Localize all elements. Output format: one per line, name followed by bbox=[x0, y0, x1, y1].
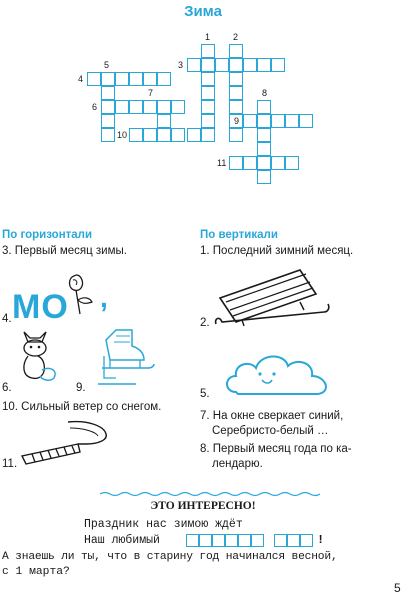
skates-icon bbox=[96, 326, 158, 392]
crossword-number-6: 6 bbox=[92, 102, 98, 112]
vertical-heading: По вертикали bbox=[200, 229, 278, 241]
crossword-number-7: 7 bbox=[148, 88, 154, 98]
clue-9: 9. bbox=[76, 382, 86, 394]
page-number: 5 bbox=[394, 581, 401, 595]
clue-8-line2: лендарю. bbox=[212, 458, 263, 470]
horizontal-heading: По горизонтали bbox=[2, 229, 93, 241]
crossword-number-5: 5 bbox=[104, 60, 110, 70]
clue-8-line1: 8. Первый месяц года по ка- bbox=[200, 443, 352, 455]
clue-5: 5. bbox=[200, 388, 210, 400]
clue-4-number: 4. bbox=[2, 313, 12, 325]
page-title: Зима bbox=[184, 3, 222, 20]
clue-4-mo-text: МО bbox=[12, 288, 69, 326]
poem-line-2: Наш любимый bbox=[84, 534, 160, 547]
cloud-icon bbox=[222, 346, 338, 400]
crossword-number-11: 11 bbox=[217, 158, 227, 168]
question-line-1: А знаешь ли ты, что в старину год начинался весной, bbox=[2, 551, 338, 563]
crossword-number-2: 2 bbox=[233, 32, 239, 42]
clue-3: 3. Первый месяц зимы. bbox=[2, 245, 127, 257]
clue-1: 1. Последний зимний месяц. bbox=[200, 245, 354, 257]
question-line-2: с 1 марта? bbox=[2, 566, 70, 578]
crossword-grid bbox=[0, 0, 406, 200]
clue-6: 6. bbox=[2, 382, 12, 394]
crossword-number-9: 9 bbox=[234, 116, 240, 126]
clue-4-comma: , bbox=[100, 282, 108, 313]
crossword-number-3: 3 bbox=[178, 60, 184, 70]
sled-icon bbox=[212, 264, 332, 332]
rose-icon bbox=[64, 272, 96, 318]
crossword-number-10: 10 bbox=[117, 130, 128, 140]
crossword-number-4: 4 bbox=[78, 74, 84, 84]
clue-7-line2: Серебристо-белый … bbox=[212, 425, 329, 437]
scarf-icon bbox=[18, 418, 114, 466]
crossword-number-8: 8 bbox=[262, 88, 268, 98]
clue-11: 11. bbox=[2, 458, 18, 470]
clue-7-line1: 7. На окне сверкает синий, bbox=[200, 410, 344, 422]
clue-10: 10. Сильный ветер со снегом. bbox=[2, 401, 162, 413]
poem-line-1: Праздник нас зимою ждёт bbox=[84, 518, 243, 531]
fox-icon bbox=[14, 326, 62, 384]
interesting-heading: ЭТО ИНТЕРЕСНО! bbox=[150, 500, 256, 512]
clue-2: 2. bbox=[200, 317, 210, 329]
crossword-number-1: 1 bbox=[205, 32, 211, 42]
poem-line-2-end: ! bbox=[317, 533, 325, 547]
